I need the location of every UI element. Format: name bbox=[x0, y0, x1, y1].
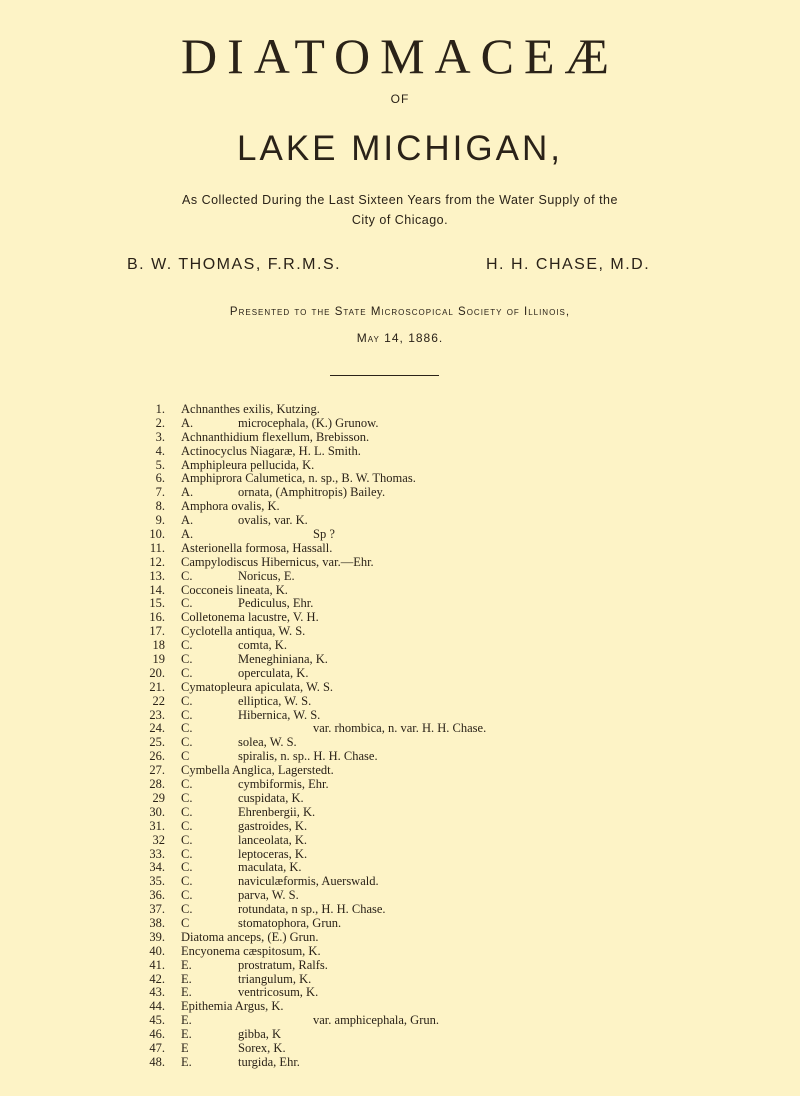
species-name: Campylodiscus Hibernicus, var.—Ehr. bbox=[181, 554, 374, 569]
species-name: ventricosum, K. bbox=[238, 985, 319, 1000]
species-list-item bbox=[0, 917, 800, 931]
species-genus-abbrev: A. bbox=[181, 513, 194, 528]
species-genus-abbrev: A. bbox=[181, 485, 194, 500]
species-list-item bbox=[0, 584, 800, 598]
species-name: Noricus, E. bbox=[238, 568, 295, 583]
species-name: operculata, K. bbox=[238, 665, 309, 680]
species-number: 5. bbox=[155, 457, 165, 472]
species-list-item bbox=[0, 403, 800, 417]
species-number: 33. bbox=[149, 846, 165, 861]
species-number: 23. bbox=[149, 707, 165, 722]
species-genus-abbrev: C. bbox=[181, 568, 193, 583]
species-name: Actinocyclus Niagaræ, H. L. Smith. bbox=[181, 443, 361, 458]
species-number: 14. bbox=[149, 582, 165, 597]
species-genus-abbrev: C. bbox=[181, 860, 193, 875]
species-genus-abbrev: C. bbox=[181, 832, 193, 847]
species-genus-abbrev: C. bbox=[181, 707, 193, 722]
species-list-item bbox=[0, 1000, 800, 1014]
presentation-date: May 14, 1886. bbox=[356, 331, 444, 345]
species-genus-abbrev: E. bbox=[181, 957, 192, 972]
species-number: 17. bbox=[149, 624, 165, 639]
species-genus-abbrev: C. bbox=[181, 693, 193, 708]
species-name: comta, K. bbox=[238, 638, 287, 653]
divider-rule bbox=[330, 375, 439, 376]
species-list-item bbox=[0, 653, 800, 667]
species-number: 21. bbox=[149, 679, 165, 694]
species-name: Pediculus, Ehr. bbox=[238, 596, 314, 611]
species-list-item bbox=[0, 736, 800, 750]
species-name: Achnanthidium flexellum, Brebisson. bbox=[181, 429, 370, 444]
species-number: 25. bbox=[149, 735, 165, 750]
species-list-item bbox=[0, 486, 800, 500]
species-genus-abbrev: C. bbox=[181, 638, 193, 653]
species-list-item bbox=[0, 778, 800, 792]
species-list-item bbox=[0, 570, 800, 584]
species-name: Hibernica, W. S. bbox=[238, 707, 321, 722]
species-number: 31. bbox=[149, 818, 165, 833]
species-name: prostratum, Ralfs. bbox=[238, 957, 328, 972]
species-list-item bbox=[0, 500, 800, 514]
species-name: elliptica, W. S. bbox=[238, 693, 312, 708]
species-number: 15. bbox=[149, 596, 165, 611]
species-name: Meneghiniana, K. bbox=[238, 652, 328, 667]
species-list-item bbox=[0, 986, 800, 1000]
species-number: 19 bbox=[152, 652, 165, 667]
species-genus-abbrev: C. bbox=[181, 874, 193, 889]
species-list-item bbox=[0, 764, 800, 778]
species-list-item bbox=[0, 973, 800, 987]
species-list-item bbox=[0, 611, 800, 625]
species-number: 42. bbox=[149, 971, 165, 986]
species-name: gastroides, K. bbox=[238, 818, 308, 833]
species-number: 41. bbox=[149, 957, 165, 972]
species-number: 34. bbox=[149, 860, 165, 875]
species-name: Cymatopleura apiculata, W. S. bbox=[181, 679, 334, 694]
species-number: 8. bbox=[155, 499, 165, 514]
species-genus-abbrev: C. bbox=[181, 652, 193, 667]
species-name: Asterionella formosa, Hassall. bbox=[181, 540, 333, 555]
species-name: Encyonema cæspitosum, K. bbox=[181, 943, 321, 958]
species-number: 30. bbox=[149, 804, 165, 819]
document-title: DIATOMACEÆ bbox=[181, 28, 619, 84]
species-genus-abbrev: C. bbox=[181, 846, 193, 861]
species-list-item bbox=[0, 834, 800, 848]
species-list-item bbox=[0, 1028, 800, 1042]
species-number: 37. bbox=[149, 902, 165, 917]
species-name: Cocconeis lineata, K. bbox=[181, 582, 288, 597]
species-list-item bbox=[0, 597, 800, 611]
species-name: Amphipleura pellucida, K. bbox=[181, 457, 315, 472]
species-number: 7. bbox=[155, 485, 165, 500]
species-number: 26. bbox=[149, 749, 165, 764]
species-number: 27. bbox=[149, 763, 165, 778]
species-list-item bbox=[0, 431, 800, 445]
species-list-item bbox=[0, 667, 800, 681]
species-genus-abbrev: A. bbox=[181, 527, 194, 542]
species-list-item bbox=[0, 889, 800, 903]
species-list-item bbox=[0, 1056, 800, 1070]
species-number: 36. bbox=[149, 888, 165, 903]
species-genus-abbrev: E. bbox=[181, 985, 192, 1000]
species-number: 13. bbox=[149, 568, 165, 583]
species-name: parva, W. S. bbox=[238, 888, 299, 903]
species-list-item bbox=[0, 903, 800, 917]
species-list-item bbox=[0, 709, 800, 723]
species-number: 10. bbox=[149, 527, 165, 542]
species-number: 16. bbox=[149, 610, 165, 625]
presentation-note: Presented to the State Microscopical Society of Illinois, bbox=[229, 306, 571, 318]
species-name: Cymbella Anglica, Lagerstedt. bbox=[181, 763, 334, 778]
species-name: Amphiprora Calumetica, n. sp., B. W. Thomas. bbox=[181, 471, 416, 486]
species-list bbox=[0, 403, 800, 1070]
species-number: 6. bbox=[155, 471, 165, 486]
species-name: gibba, K bbox=[238, 1027, 282, 1042]
species-number: 12. bbox=[149, 554, 165, 569]
species-name: microcephala, (K.) Grunow. bbox=[238, 415, 379, 430]
species-list-item bbox=[0, 945, 800, 959]
species-number: 24. bbox=[149, 721, 165, 736]
species-list-item bbox=[0, 514, 800, 528]
species-list-item bbox=[0, 820, 800, 834]
species-list-item bbox=[0, 750, 800, 764]
species-number: 29 bbox=[152, 790, 165, 805]
species-name: turgida, Ehr. bbox=[238, 1054, 300, 1069]
species-number: 43. bbox=[149, 985, 165, 1000]
collection-note-line2: City of Chicago. bbox=[351, 213, 449, 227]
species-list-item bbox=[0, 695, 800, 709]
of-text: OF bbox=[390, 92, 410, 106]
species-name: Ehrenbergii, K. bbox=[238, 804, 316, 819]
species-genus-abbrev: C. bbox=[181, 665, 193, 680]
species-name: solea, W. S. bbox=[238, 735, 297, 750]
species-number: 38. bbox=[149, 915, 165, 930]
species-number: 4. bbox=[155, 443, 165, 458]
species-genus-abbrev: C. bbox=[181, 804, 193, 819]
species-name: naviculæformis, Auerswald. bbox=[238, 874, 379, 889]
species-genus-abbrev: C. bbox=[181, 777, 193, 792]
species-name: leptoceras, K. bbox=[238, 846, 308, 861]
species-list-item bbox=[0, 417, 800, 431]
species-name: Epithemia Argus, K. bbox=[181, 999, 284, 1014]
species-genus-abbrev: E. bbox=[181, 1027, 192, 1042]
species-name: cuspidata, K. bbox=[238, 790, 304, 805]
species-name: Cyclotella antiqua, W. S. bbox=[181, 624, 306, 639]
species-list-item bbox=[0, 459, 800, 473]
species-list-item bbox=[0, 542, 800, 556]
species-name: Sorex, K. bbox=[238, 1040, 286, 1055]
species-list-item bbox=[0, 722, 800, 736]
collection-note-line1: As Collected During the Last Sixteen Years from the Water Supply of the bbox=[182, 193, 618, 207]
author-chase: H. H. CHASE, M.D. bbox=[486, 256, 651, 273]
species-name: Colletonema lacustre, V. H. bbox=[181, 610, 319, 625]
species-genus-abbrev: E. bbox=[181, 1013, 192, 1028]
species-name: Diatoma anceps, (E.) Grun. bbox=[181, 929, 319, 944]
species-number: 2. bbox=[155, 415, 165, 430]
species-number: 44. bbox=[149, 999, 165, 1014]
species-number: 35. bbox=[149, 874, 165, 889]
species-name: rotundata, n sp., H. H. Chase. bbox=[238, 902, 386, 917]
species-number: 40. bbox=[149, 943, 165, 958]
species-number: 28. bbox=[149, 777, 165, 792]
species-genus-abbrev: C. bbox=[181, 735, 193, 750]
species-genus-abbrev: C bbox=[181, 915, 190, 930]
species-number: 1. bbox=[155, 402, 165, 416]
species-list-item bbox=[0, 528, 800, 542]
species-number: 20. bbox=[149, 665, 165, 680]
species-number: 18 bbox=[152, 638, 165, 653]
species-number: 48. bbox=[149, 1054, 165, 1069]
species-genus-abbrev: E. bbox=[181, 1054, 192, 1069]
species-name: ovalis, var. K. bbox=[238, 513, 308, 528]
species-list-item bbox=[0, 806, 800, 820]
species-list-item bbox=[0, 875, 800, 889]
species-name: var. rhombica, n. var. H. H. Chase. bbox=[313, 721, 487, 736]
species-list-item bbox=[0, 931, 800, 945]
species-genus-abbrev: C. bbox=[181, 790, 193, 805]
species-list-item bbox=[0, 792, 800, 806]
species-list-item bbox=[0, 681, 800, 695]
species-genus-abbrev: C. bbox=[181, 888, 193, 903]
species-name: Amphora ovalis, K. bbox=[181, 499, 280, 514]
author-thomas: B. W. THOMAS, F.R.M.S. bbox=[127, 256, 342, 273]
species-genus-abbrev: C. bbox=[181, 721, 193, 736]
species-number: 45. bbox=[149, 1013, 165, 1028]
species-genus-abbrev: E. bbox=[181, 971, 192, 986]
species-genus-abbrev: C. bbox=[181, 818, 193, 833]
species-genus-abbrev: C. bbox=[181, 902, 193, 917]
document-subtitle: LAKE MICHIGAN, bbox=[237, 129, 563, 168]
species-genus-abbrev: E bbox=[181, 1040, 189, 1055]
collection-note bbox=[140, 190, 660, 230]
species-list-item bbox=[0, 959, 800, 973]
species-name: spiralis, n. sp.. H. H. Chase. bbox=[238, 749, 378, 764]
species-list-item bbox=[0, 625, 800, 639]
species-list-item bbox=[0, 556, 800, 570]
species-name: cymbiformis, Ehr. bbox=[238, 777, 329, 792]
species-list-item bbox=[0, 1042, 800, 1056]
species-number: 9. bbox=[155, 513, 165, 528]
species-name: Achnanthes exilis, Kutzing. bbox=[181, 402, 320, 416]
species-name: lanceolata, K. bbox=[238, 832, 308, 847]
species-list-item bbox=[0, 1014, 800, 1028]
species-genus-abbrev: A. bbox=[181, 415, 194, 430]
species-number: 39. bbox=[149, 929, 165, 944]
species-number: 11. bbox=[149, 540, 165, 555]
species-name: maculata, K. bbox=[238, 860, 302, 875]
species-name: stomatophora, Grun. bbox=[238, 915, 342, 930]
species-number: 3. bbox=[155, 429, 165, 444]
species-name: var. amphicephala, Grun. bbox=[313, 1013, 439, 1028]
species-genus-abbrev: C. bbox=[181, 596, 193, 611]
species-list-item bbox=[0, 639, 800, 653]
species-list-item bbox=[0, 472, 800, 486]
species-name: Sp ? bbox=[313, 527, 335, 542]
species-list-item bbox=[0, 848, 800, 862]
species-name: triangulum, K. bbox=[238, 971, 312, 986]
species-list-item bbox=[0, 861, 800, 875]
species-number: 46. bbox=[149, 1027, 165, 1042]
species-genus-abbrev: C bbox=[181, 749, 190, 764]
species-number: 22 bbox=[152, 693, 165, 708]
species-list-item bbox=[0, 445, 800, 459]
species-number: 32 bbox=[152, 832, 165, 847]
species-name: ornata, (Amphitropis) Bailey. bbox=[238, 485, 386, 500]
species-number: 47. bbox=[149, 1040, 165, 1055]
